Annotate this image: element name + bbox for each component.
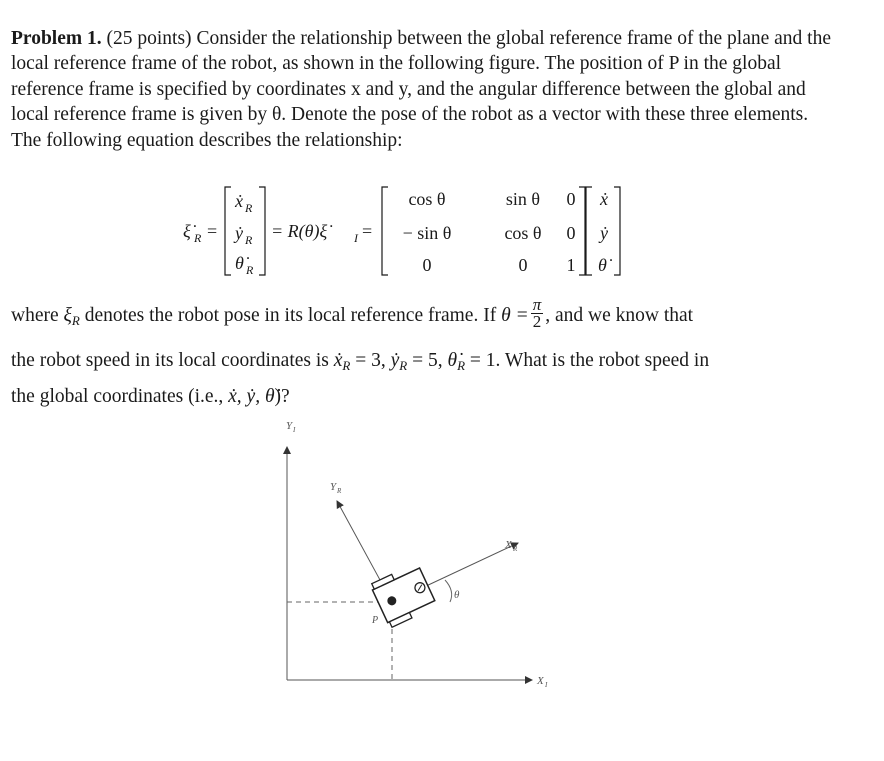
label-YR: Y (330, 481, 337, 493)
global-vars: ẋ, ẏ, θ̇ (228, 386, 275, 407)
vecI-theta: θ̇ (598, 255, 607, 275)
where-line: where $\xi_R$ denotes the robot pose in its local reference frame. If θ = $\frac{\pi}{2}$ , and we know that (11, 295, 694, 331)
vecI-x: ẋ (600, 189, 608, 209)
matrix-r2c1: 0 (518, 255, 528, 275)
lhs-sub: R (194, 231, 202, 245)
svg-text:I: I (545, 681, 548, 689)
label-YI: Y (286, 420, 293, 432)
matrix-r1c1: cos θ (504, 223, 542, 243)
label-XR: X (505, 539, 512, 551)
speed-line: the robot speed in its local coordinates is ẋ$_R$ = 3, ẏ$_R$ = 5, $\thetȧ_R = 1$. What is the robot speed in (11, 350, 710, 373)
question-line: the global coordinates (i.e., ẋ, ẏ, θ̇)? (11, 386, 290, 407)
problem-label: Problem 1. (11, 28, 102, 49)
svg-text:R: R (513, 545, 518, 553)
vecR-y: ẏ (235, 223, 243, 243)
matrix-right-bracket (579, 187, 585, 275)
lhs-equals: = (207, 221, 218, 241)
matrix-r1c2: 0 (566, 223, 576, 243)
svg-text:R: R (337, 487, 342, 495)
vecR-right-bracket (259, 187, 265, 275)
matrix-r2c0: 0 (422, 255, 432, 275)
problem-points: (25 points) (106, 28, 192, 49)
vecR-y-sub: R (245, 233, 253, 247)
problem-statement (11, 26, 841, 153)
matrix-r1c0: − sin θ (402, 223, 452, 243)
middle-sub: I (354, 231, 358, 245)
vecR-x: ẋ (235, 191, 243, 211)
vecR-x-sub: R (245, 201, 253, 215)
matrix-left-bracket (382, 187, 388, 275)
matrix-r2c2: 1 (566, 255, 576, 275)
problem-text: Consider the relationship between the global reference frame of the plane and the local reference frame of the robot, as shown in the following figure. The position of P in the global reference frame is specified by coordinates x and y, and the angular difference between the global and local reference frame is given by θ. Denote the pose of the robot as a vector with these three elements. The following equation describes the relationship: (11, 28, 832, 151)
label-P: P (372, 615, 379, 626)
matrix-r0c1: sin θ (505, 189, 541, 209)
pi-over-2: $\frac{\pi}{2}$ (532, 295, 542, 331)
matrix-r0c2: 0 (566, 189, 576, 209)
vecR-left-bracket (225, 187, 231, 275)
matrix-r0c0: cos θ (408, 189, 446, 209)
label-theta: θ (454, 589, 460, 601)
svg-text:I: I (293, 426, 296, 434)
vecI-y: ẏ (600, 223, 608, 243)
vecR-theta-sub: R (246, 263, 254, 277)
vecR-theta: θ̇ (235, 253, 244, 273)
middle-equals: = (362, 221, 373, 241)
label-XI: X (537, 675, 544, 687)
vecI-left-bracket (586, 187, 592, 275)
theta-arc (445, 580, 452, 602)
robot-frame-figure (250, 415, 570, 690)
lhs-symbol: ξ̇ (183, 221, 191, 241)
kinematics-equation (183, 183, 643, 279)
robot-body (370, 563, 437, 628)
xi-symbol: ξ (63, 304, 72, 326)
vecI-right-bracket (614, 187, 620, 275)
middle-expr: = R(θ)ξ̇ (271, 221, 328, 241)
